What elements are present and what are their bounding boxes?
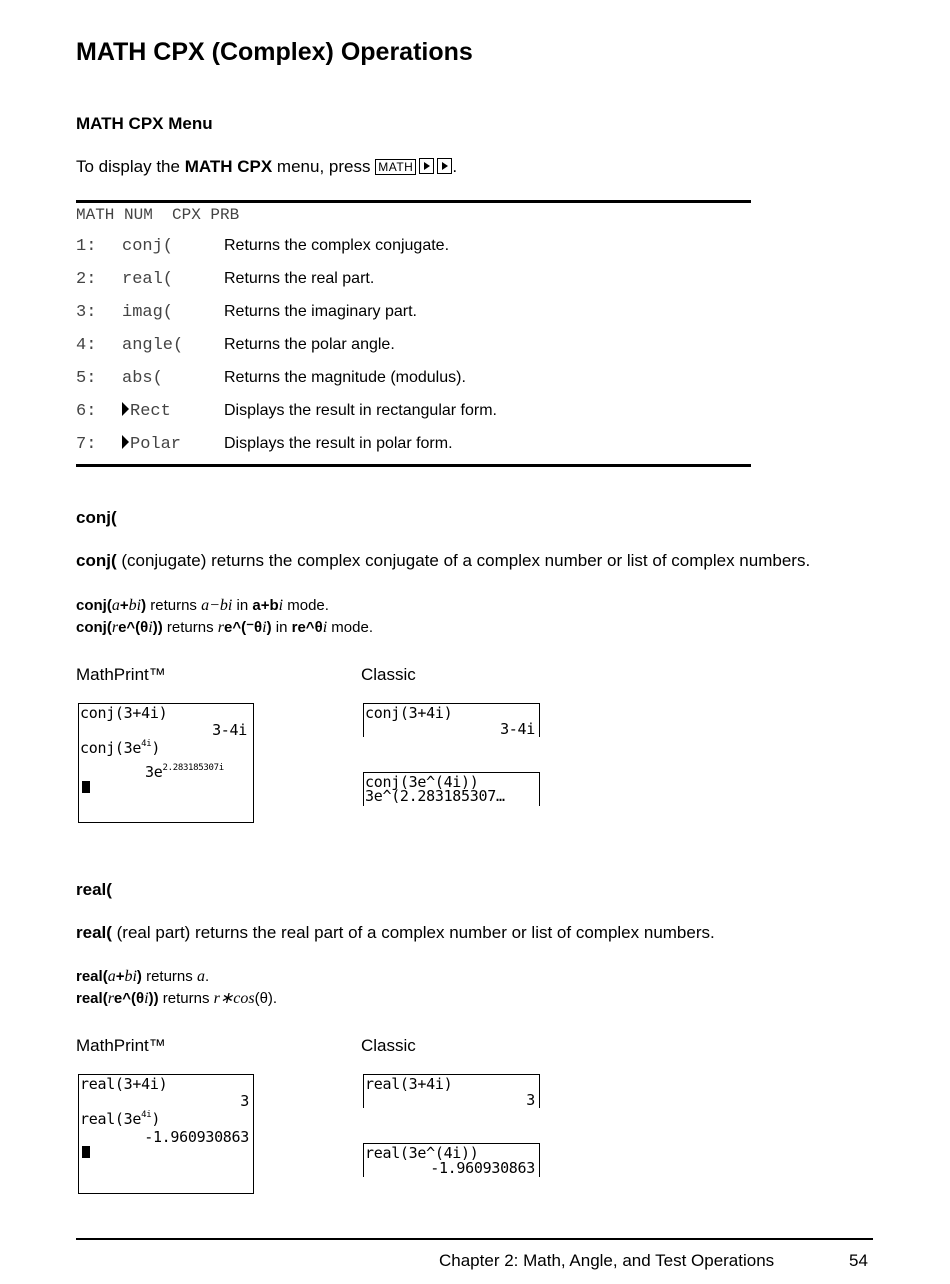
row-command-text: Polar	[130, 435, 182, 454]
t: i	[148, 619, 153, 636]
real-heading: real(	[76, 880, 112, 899]
t: in	[271, 619, 292, 636]
screen-line: 3	[526, 1091, 535, 1109]
right-arrow-key-icon	[419, 158, 434, 174]
t: re^θ	[291, 619, 323, 636]
t: mode.	[283, 597, 329, 614]
screen-line: 3	[240, 1092, 249, 1110]
t: r∗cos	[213, 990, 255, 1007]
row-command: real(	[122, 270, 174, 289]
footer-page-number: 54	[849, 1251, 868, 1270]
t: ))	[152, 619, 163, 636]
screen-line: 3e^(2.283185307…	[365, 787, 505, 805]
row-description: Displays the result in rectangular form.	[224, 402, 497, 419]
math-key-icon: MATH	[375, 159, 416, 175]
row-description: Returns the imaginary part.	[224, 303, 417, 320]
t: e^(θ	[118, 619, 149, 636]
t: e^(θ	[113, 990, 145, 1007]
t: r	[217, 619, 225, 636]
t: conj(3e	[80, 739, 142, 757]
conj-description	[76, 551, 810, 571]
conj-mathprint-screen	[78, 703, 254, 823]
real-desc-bold: real(	[76, 923, 112, 942]
t: +	[115, 968, 125, 985]
t: real(	[76, 968, 108, 985]
triangle-right-icon	[122, 435, 129, 449]
real-mathprint-screen	[78, 1074, 254, 1194]
t: 3e	[145, 763, 163, 781]
screen-line	[145, 764, 224, 783]
t: )	[141, 597, 147, 614]
conj-desc-bold: conj(	[76, 551, 117, 570]
row-description: Returns the real part.	[224, 270, 375, 287]
menu-section-heading: MATH CPX Menu	[76, 114, 213, 133]
t: a	[111, 597, 120, 614]
t: )	[266, 619, 272, 636]
conj-classic-screen-1	[363, 703, 540, 737]
t: bi	[124, 968, 137, 985]
intro-end: .	[452, 157, 458, 176]
row-command: abs(	[122, 369, 163, 388]
row-description: Returns the complex conjugate.	[224, 237, 450, 254]
right-arrow-key-icon	[437, 158, 452, 174]
footer-chapter: Chapter 2: Math, Angle, and Test Operations	[439, 1251, 775, 1270]
conj-rule-line1	[76, 595, 329, 617]
t: i	[322, 619, 328, 636]
t: e^(	[224, 619, 247, 636]
intro-bold: MATH CPX	[184, 157, 273, 176]
t: real(3e	[80, 1110, 142, 1128]
real-description	[76, 923, 715, 943]
real-rule-line1	[76, 966, 209, 988]
conj-classic-screen-2	[363, 772, 540, 806]
row-command: imag(	[122, 303, 174, 322]
screen-line: conj(3+4i)	[80, 704, 168, 722]
row-number: 4:	[76, 336, 97, 355]
real-classic-screen-2	[363, 1143, 540, 1177]
page-title: MATH CPX (Complex) Operations	[76, 38, 473, 66]
row-description: Returns the polar angle.	[224, 336, 395, 353]
t: returns	[158, 990, 214, 1007]
t: returns	[141, 968, 197, 985]
row-command	[122, 402, 171, 421]
screen-line: 3-4i	[500, 720, 535, 738]
t: a+b	[252, 597, 279, 614]
menu-tabs-header: MATH NUM CPX PRB	[76, 206, 240, 224]
t: +	[119, 597, 129, 614]
row-number: 1:	[76, 237, 97, 256]
screen-line: real(3+4i)	[80, 1075, 168, 1093]
screen-line: -1.960930863	[144, 1128, 249, 1146]
row-command: conj(	[122, 237, 174, 256]
screen-line	[80, 740, 160, 759]
row-description: Displays the result in polar form.	[224, 435, 453, 452]
screen-line: conj(3+4i)	[365, 704, 453, 722]
footer-rule	[76, 1238, 873, 1240]
real-mathprint-label: MathPrint™	[76, 1036, 166, 1055]
cursor-icon	[82, 1146, 90, 1158]
row-command	[122, 435, 181, 454]
screen-line: conj(3e^(4i))	[365, 773, 479, 791]
t: conj(	[76, 619, 112, 636]
real-rule-line2	[76, 988, 277, 1010]
intro-prefix: To display the	[76, 157, 185, 176]
row-number: 2:	[76, 270, 97, 289]
t: 4i	[141, 1110, 152, 1120]
screen-line: real(3e^(4i))	[365, 1144, 479, 1162]
t: 4i	[141, 739, 152, 749]
row-description: Returns the magnitude (modulus).	[224, 369, 466, 386]
t: r	[111, 619, 119, 636]
t: .	[204, 968, 210, 985]
conj-classic-label: Classic	[361, 665, 416, 684]
t: conj(	[76, 597, 112, 614]
conj-heading: conj(	[76, 508, 117, 527]
t: ⁻θ	[246, 619, 263, 636]
t: real(	[76, 990, 108, 1007]
t: bi	[128, 597, 142, 614]
menu-intro	[76, 157, 457, 177]
t: 2.283185307i	[162, 763, 224, 773]
table-bottom-rule	[76, 464, 751, 467]
screen-line: real(3+4i)	[365, 1075, 453, 1093]
t: )	[136, 968, 142, 985]
cursor-icon	[82, 781, 90, 793]
t: i	[262, 619, 267, 636]
row-number: 7:	[76, 435, 97, 454]
t: a	[107, 968, 116, 985]
conj-mathprint-label: MathPrint™	[76, 665, 166, 684]
t: i	[278, 597, 284, 614]
real-classic-label: Classic	[361, 1036, 416, 1055]
conj-rule-line2	[76, 617, 373, 639]
t: i	[144, 990, 149, 1007]
t: ))	[148, 990, 159, 1007]
row-command-text: Rect	[130, 402, 171, 421]
intro-suffix: menu, press	[272, 157, 376, 176]
t: )	[151, 1110, 161, 1128]
t: a−bi	[201, 597, 233, 614]
t: mode.	[327, 619, 373, 636]
triangle-right-icon	[122, 402, 129, 416]
table-top-rule	[76, 200, 751, 203]
t: (θ).	[254, 990, 278, 1007]
t: r	[107, 990, 114, 1007]
t: returns	[162, 619, 218, 636]
real-desc-rest: (real part) returns the real part of a complex number or list of complex numbers.	[111, 923, 715, 942]
t: returns	[146, 597, 202, 614]
row-number: 6:	[76, 402, 97, 421]
row-number: 3:	[76, 303, 97, 322]
row-command: angle(	[122, 336, 184, 355]
t: a	[196, 968, 205, 985]
t: )	[151, 739, 161, 757]
row-number: 5:	[76, 369, 97, 388]
t: in	[232, 597, 253, 614]
real-classic-screen-1	[363, 1074, 540, 1108]
screen-line: 3-4i	[212, 721, 247, 739]
conj-desc-rest: (conjugate) returns the complex conjugate of a complex number or list of complex numbers.	[116, 551, 811, 570]
screen-line: -1.960930863	[430, 1159, 535, 1177]
